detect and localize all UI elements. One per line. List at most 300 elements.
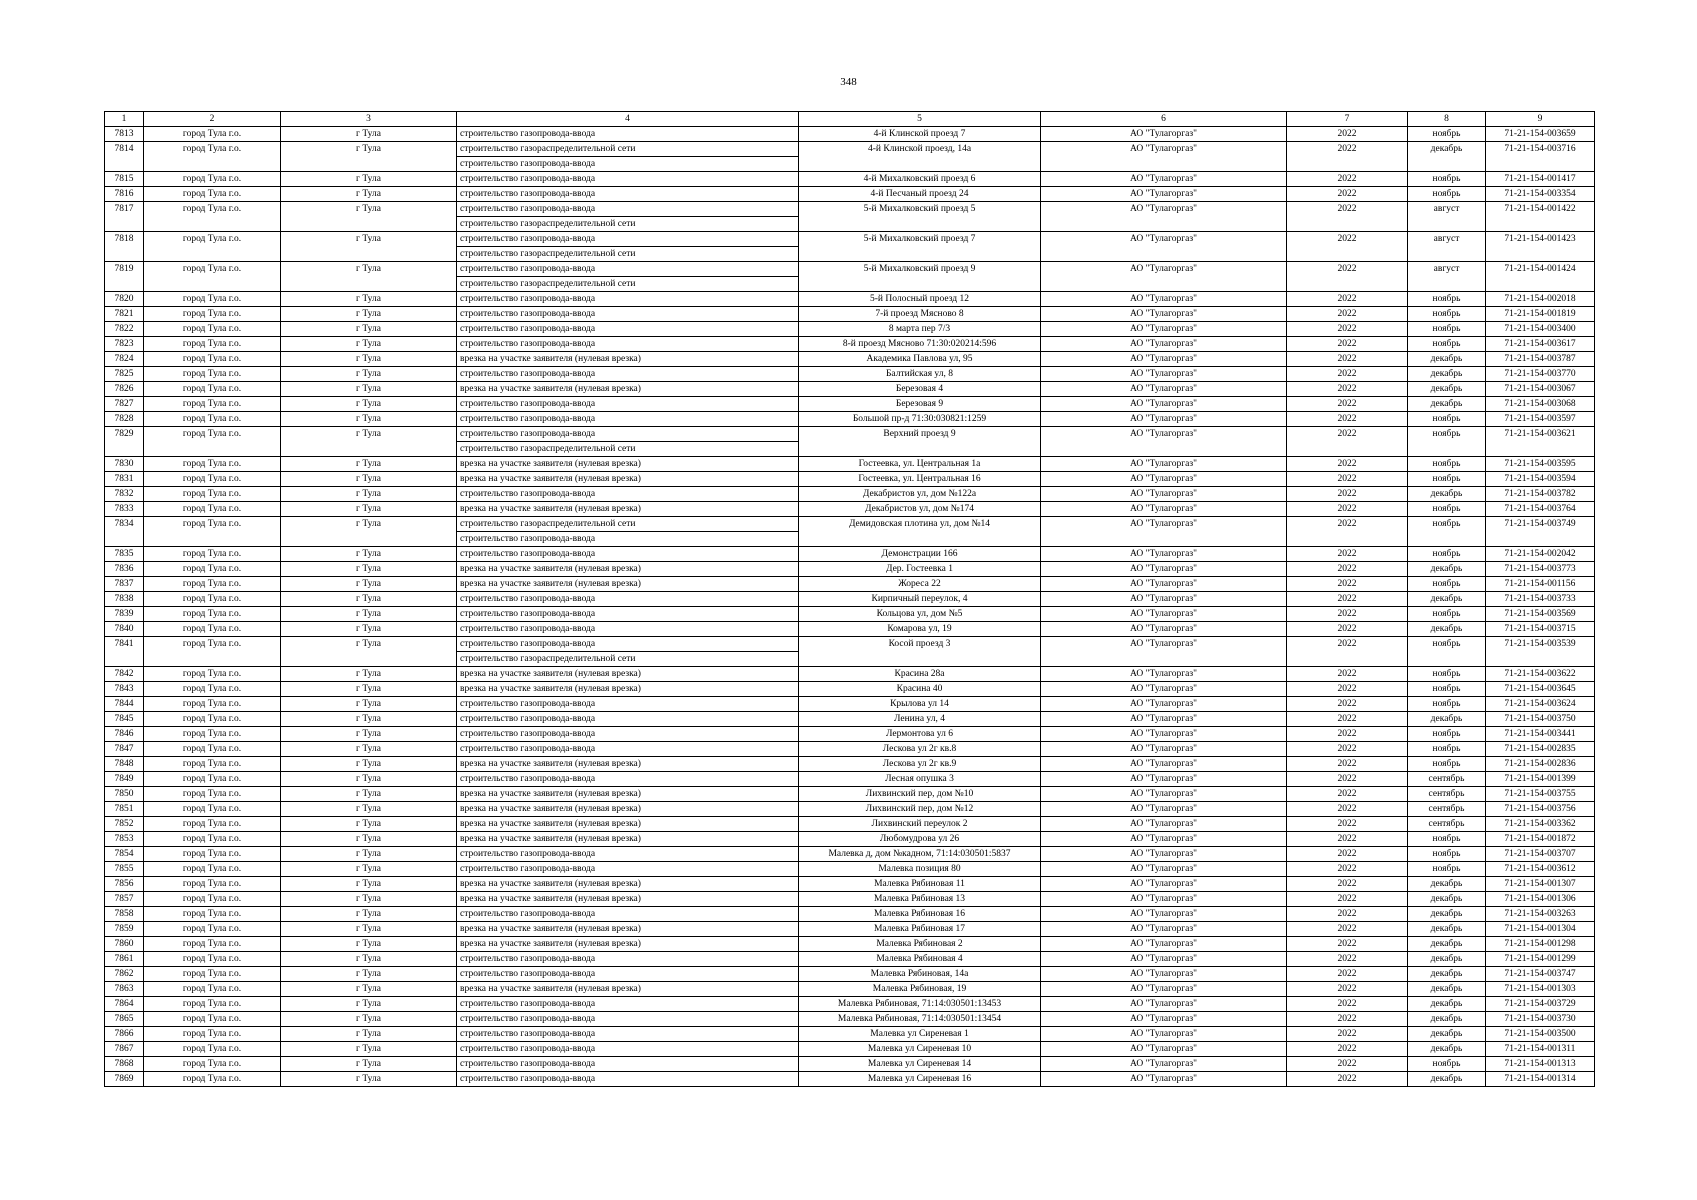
city-cell: г Тула (281, 847, 457, 862)
city-cell: г Тула (281, 802, 457, 817)
district-cell: город Тула г.о. (144, 547, 281, 562)
district-cell: город Тула г.о. (144, 142, 281, 172)
organization-cell: АО "Тулагоргаз" (1041, 757, 1287, 772)
year-cell: 2022 (1287, 757, 1408, 772)
code-cell: 71-21-154-003500 (1486, 1027, 1595, 1042)
month-cell: ноябрь (1408, 697, 1486, 712)
work-type-cell: строительство газораспределительной сети (457, 517, 799, 532)
work-type-cell: врезка на участке заявителя (нулевая врезка) (457, 682, 799, 697)
row-number-cell: 7813 (105, 127, 144, 142)
row-number-cell: 7854 (105, 847, 144, 862)
year-cell: 2022 (1287, 862, 1408, 877)
table-row (105, 1012, 1595, 1027)
table-row (105, 292, 1595, 307)
table-row (105, 607, 1595, 622)
address-cell: Большой пр-д 71:30:030821:1259 (799, 412, 1041, 427)
table-row (105, 967, 1595, 982)
city-cell: г Тула (281, 757, 457, 772)
city-cell: г Тула (281, 862, 457, 877)
code-cell: 71-21-154-001872 (1486, 832, 1595, 847)
address-cell: Декабристов ул, дом №122а (799, 487, 1041, 502)
header-cell: 5 (799, 112, 1041, 127)
code-cell: 71-21-154-003659 (1486, 127, 1595, 142)
code-cell: 71-21-154-001298 (1486, 937, 1595, 952)
row-number-cell: 7862 (105, 967, 144, 982)
organization-cell: АО "Тулагоргаз" (1041, 397, 1287, 412)
month-cell: декабрь (1408, 382, 1486, 397)
district-cell: город Тула г.о. (144, 787, 281, 802)
year-cell: 2022 (1287, 457, 1408, 472)
address-cell: Малевка ул Сиреневая 14 (799, 1057, 1041, 1072)
year-cell: 2022 (1287, 787, 1408, 802)
address-cell: 4-й Клинской проезд 7 (799, 127, 1041, 142)
city-cell: г Тула (281, 142, 457, 172)
work-type-cell: строительство газопровода-ввода (457, 712, 799, 727)
year-cell: 2022 (1287, 622, 1408, 637)
table-row (105, 487, 1595, 502)
year-cell: 2022 (1287, 547, 1408, 562)
address-cell: Ленина ул, 4 (799, 712, 1041, 727)
code-cell: 71-21-154-003730 (1486, 1012, 1595, 1027)
work-type-cell: врезка на участке заявителя (нулевая врезка) (457, 982, 799, 997)
work-type-cell: строительство газопровода-ввода (457, 1057, 799, 1072)
code-cell: 71-21-154-003716 (1486, 142, 1595, 172)
work-type-cell: врезка на участке заявителя (нулевая врезка) (457, 787, 799, 802)
work-type-cell: строительство газопровода-ввода (457, 622, 799, 637)
code-cell: 71-21-154-002836 (1486, 757, 1595, 772)
header-cell: 7 (1287, 112, 1408, 127)
organization-cell: АО "Тулагоргаз" (1041, 667, 1287, 682)
district-cell: город Тула г.о. (144, 337, 281, 352)
data-table (104, 111, 1595, 1087)
row-number-cell: 7853 (105, 832, 144, 847)
address-cell: Любомудрова ул 26 (799, 832, 1041, 847)
city-cell: г Тула (281, 547, 457, 562)
year-cell: 2022 (1287, 997, 1408, 1012)
district-cell: город Тула г.о. (144, 637, 281, 667)
month-cell: декабрь (1408, 1012, 1486, 1027)
row-number-cell: 7837 (105, 577, 144, 592)
city-cell: г Тула (281, 502, 457, 517)
city-cell: г Тула (281, 967, 457, 982)
district-cell: город Тула г.о. (144, 922, 281, 937)
table-row (105, 127, 1595, 142)
work-type-cell: строительство газопровода-ввода (457, 232, 799, 247)
table-row (105, 592, 1595, 607)
code-cell: 71-21-154-001306 (1486, 892, 1595, 907)
code-cell: 71-21-154-003773 (1486, 562, 1595, 577)
district-cell: город Тула г.о. (144, 862, 281, 877)
code-cell: 71-21-154-003756 (1486, 802, 1595, 817)
code-cell: 71-21-154-001423 (1486, 232, 1595, 262)
district-cell: город Тула г.о. (144, 682, 281, 697)
address-cell: 8 марта пер 7/3 (799, 322, 1041, 337)
code-cell: 71-21-154-001422 (1486, 202, 1595, 232)
address-cell: Малевка Рябиновая, 71:14:030501:13453 (799, 997, 1041, 1012)
organization-cell: АО "Тулагоргаз" (1041, 142, 1287, 172)
organization-cell: АО "Тулагоргаз" (1041, 712, 1287, 727)
work-type-cell: строительство газопровода-ввода (457, 307, 799, 322)
header-cell: 6 (1041, 112, 1287, 127)
work-type-cell: строительство газопровода-ввода (457, 697, 799, 712)
city-cell: г Тула (281, 787, 457, 802)
month-cell: декабрь (1408, 1042, 1486, 1057)
district-cell: город Тула г.о. (144, 592, 281, 607)
row-number-cell: 7831 (105, 472, 144, 487)
month-cell: сентябрь (1408, 772, 1486, 787)
city-cell: г Тула (281, 322, 457, 337)
table-row (105, 757, 1595, 772)
year-cell: 2022 (1287, 952, 1408, 967)
city-cell: г Тула (281, 997, 457, 1012)
work-type-cell: строительство газопровода-ввода (457, 607, 799, 622)
table-row (105, 367, 1595, 382)
month-cell: ноябрь (1408, 637, 1486, 667)
work-type-cell: строительство газопровода-ввода (457, 772, 799, 787)
code-cell: 71-21-154-002835 (1486, 742, 1595, 757)
district-cell: город Тула г.о. (144, 712, 281, 727)
code-cell: 71-21-154-003624 (1486, 697, 1595, 712)
district-cell: город Тула г.о. (144, 967, 281, 982)
city-cell: г Тула (281, 667, 457, 682)
year-cell: 2022 (1287, 487, 1408, 502)
table-row (105, 682, 1595, 697)
address-cell: Малевка Рябиновая 11 (799, 877, 1041, 892)
month-cell: декабрь (1408, 982, 1486, 997)
code-cell: 71-21-154-001424 (1486, 262, 1595, 292)
district-cell: город Тула г.о. (144, 1042, 281, 1057)
city-cell: г Тула (281, 562, 457, 577)
work-type-cell: врезка на участке заявителя (нулевая врезка) (457, 352, 799, 367)
work-type-cell: строительство газопровода-ввода (457, 1012, 799, 1027)
city-cell: г Тула (281, 457, 457, 472)
month-cell: ноябрь (1408, 127, 1486, 142)
organization-cell: АО "Тулагоргаз" (1041, 682, 1287, 697)
row-number-cell: 7869 (105, 1072, 144, 1087)
work-type-cell: строительство газораспределительной сети (457, 142, 799, 157)
year-cell: 2022 (1287, 307, 1408, 322)
table-row (105, 952, 1595, 967)
table-row (105, 787, 1595, 802)
district-cell: город Тула г.о. (144, 292, 281, 307)
row-number-cell: 7849 (105, 772, 144, 787)
code-cell: 71-21-154-003362 (1486, 817, 1595, 832)
table-row (105, 172, 1595, 187)
district-cell: город Тула г.о. (144, 172, 281, 187)
code-cell: 71-21-154-003782 (1486, 487, 1595, 502)
month-cell: ноябрь (1408, 862, 1486, 877)
work-type-cell: строительство газопровода-ввода (457, 397, 799, 412)
table-row (105, 862, 1595, 877)
code-cell: 71-21-154-001819 (1486, 307, 1595, 322)
city-cell: г Тула (281, 637, 457, 667)
city-cell: г Тула (281, 727, 457, 742)
year-cell: 2022 (1287, 802, 1408, 817)
address-cell: Демонстрации 166 (799, 547, 1041, 562)
organization-cell: АО "Тулагоргаз" (1041, 547, 1287, 562)
year-cell: 2022 (1287, 1012, 1408, 1027)
city-cell: г Тула (281, 262, 457, 292)
code-cell: 71-21-154-003354 (1486, 187, 1595, 202)
address-cell: Красина 40 (799, 682, 1041, 697)
address-cell: Лихвинский переулок 2 (799, 817, 1041, 832)
work-type-cell: строительство газопровода-ввода (457, 487, 799, 502)
table-row (105, 907, 1595, 922)
district-cell: город Тула г.о. (144, 487, 281, 502)
table-row (105, 637, 1595, 652)
district-cell: город Тула г.о. (144, 877, 281, 892)
month-cell: ноябрь (1408, 187, 1486, 202)
table-row (105, 727, 1595, 742)
address-cell: Лескова ул 2г кв.8 (799, 742, 1041, 757)
address-cell: Лермонтова ул 6 (799, 727, 1041, 742)
month-cell: декабрь (1408, 367, 1486, 382)
month-cell: декабрь (1408, 352, 1486, 367)
code-cell: 71-21-154-001314 (1486, 1072, 1595, 1087)
address-cell: Демидовская плотина ул, дом №14 (799, 517, 1041, 547)
district-cell: город Тула г.о. (144, 892, 281, 907)
month-cell: ноябрь (1408, 307, 1486, 322)
code-cell: 71-21-154-003755 (1486, 787, 1595, 802)
district-cell: город Тула г.о. (144, 232, 281, 262)
row-number-cell: 7825 (105, 367, 144, 382)
row-number-cell: 7826 (105, 382, 144, 397)
row-number-cell: 7829 (105, 427, 144, 457)
month-cell: ноябрь (1408, 1057, 1486, 1072)
row-number-cell: 7824 (105, 352, 144, 367)
address-cell: Малевка позиция 80 (799, 862, 1041, 877)
address-cell: Малевка Рябиновая 2 (799, 937, 1041, 952)
table-row (105, 622, 1595, 637)
table-row (105, 742, 1595, 757)
row-number-cell: 7841 (105, 637, 144, 667)
address-cell: Малевка Рябиновая 16 (799, 907, 1041, 922)
district-cell: город Тула г.о. (144, 667, 281, 682)
address-cell: Гостеевка, ул. Центральная 16 (799, 472, 1041, 487)
address-cell: Жореса 22 (799, 577, 1041, 592)
organization-cell: АО "Тулагоргаз" (1041, 502, 1287, 517)
organization-cell: АО "Тулагоргаз" (1041, 1027, 1287, 1042)
table-row (105, 457, 1595, 472)
month-cell: декабрь (1408, 892, 1486, 907)
year-cell: 2022 (1287, 607, 1408, 622)
district-cell: город Тула г.о. (144, 397, 281, 412)
year-cell: 2022 (1287, 1042, 1408, 1057)
year-cell: 2022 (1287, 187, 1408, 202)
work-type-cell: строительство газораспределительной сети (457, 217, 799, 232)
table-row (105, 877, 1595, 892)
organization-cell: АО "Тулагоргаз" (1041, 307, 1287, 322)
city-cell: г Тула (281, 517, 457, 547)
city-cell: г Тула (281, 607, 457, 622)
month-cell: декабрь (1408, 952, 1486, 967)
row-number-cell: 7861 (105, 952, 144, 967)
district-cell: город Тула г.о. (144, 697, 281, 712)
city-cell: г Тула (281, 232, 457, 262)
header-cell: 3 (281, 112, 457, 127)
work-type-cell: строительство газопровода-ввода (457, 337, 799, 352)
table-row (105, 307, 1595, 322)
row-number-cell: 7821 (105, 307, 144, 322)
code-cell: 71-21-154-001417 (1486, 172, 1595, 187)
district-cell: город Тула г.о. (144, 727, 281, 742)
address-cell: Лесная опушка 3 (799, 772, 1041, 787)
header-cell: 8 (1408, 112, 1486, 127)
district-cell: город Тула г.о. (144, 757, 281, 772)
work-type-cell: строительство газопровода-ввода (457, 322, 799, 337)
year-cell: 2022 (1287, 562, 1408, 577)
code-cell: 71-21-154-003715 (1486, 622, 1595, 637)
address-cell: Кирпичный переулок, 4 (799, 592, 1041, 607)
code-cell: 71-21-154-002042 (1486, 547, 1595, 562)
month-cell: ноябрь (1408, 292, 1486, 307)
table-row (105, 472, 1595, 487)
year-cell: 2022 (1287, 907, 1408, 922)
month-cell: ноябрь (1408, 427, 1486, 457)
work-type-cell: строительство газопровода-ввода (457, 202, 799, 217)
code-cell: 71-21-154-003594 (1486, 472, 1595, 487)
table-row (105, 1042, 1595, 1057)
row-number-cell: 7817 (105, 202, 144, 232)
row-number-cell: 7836 (105, 562, 144, 577)
address-cell: Дер. Гостеевка 1 (799, 562, 1041, 577)
month-cell: ноябрь (1408, 577, 1486, 592)
table-row (105, 667, 1595, 682)
month-cell: декабрь (1408, 712, 1486, 727)
table-row (105, 937, 1595, 952)
address-cell: 5-й Михалковский проезд 7 (799, 232, 1041, 262)
year-cell: 2022 (1287, 202, 1408, 232)
month-cell: ноябрь (1408, 172, 1486, 187)
address-cell: Косой проезд 3 (799, 637, 1041, 667)
row-number-cell: 7827 (105, 397, 144, 412)
month-cell: сентябрь (1408, 787, 1486, 802)
table-row (105, 577, 1595, 592)
district-cell: город Тула г.о. (144, 262, 281, 292)
work-type-cell: строительство газораспределительной сети (457, 652, 799, 667)
row-number-cell: 7828 (105, 412, 144, 427)
code-cell: 71-21-154-003617 (1486, 337, 1595, 352)
code-cell: 71-21-154-003707 (1486, 847, 1595, 862)
year-cell: 2022 (1287, 982, 1408, 997)
city-cell: г Тула (281, 1057, 457, 1072)
organization-cell: АО "Тулагоргаз" (1041, 187, 1287, 202)
address-cell: Малевка Рябиновая, 19 (799, 982, 1041, 997)
year-cell: 2022 (1287, 127, 1408, 142)
month-cell: август (1408, 202, 1486, 232)
address-cell: Малевка д, дом №кадном, 71:14:030501:5837 (799, 847, 1041, 862)
district-cell: город Тула г.о. (144, 742, 281, 757)
address-cell: Малевка ул Сиреневая 1 (799, 1027, 1041, 1042)
table-row (105, 412, 1595, 427)
address-cell: 7-й проезд Мясново 8 (799, 307, 1041, 322)
row-number-cell: 7855 (105, 862, 144, 877)
organization-cell: АО "Тулагоргаз" (1041, 517, 1287, 547)
row-number-cell: 7844 (105, 697, 144, 712)
work-type-cell: врезка на участке заявителя (нулевая врезка) (457, 922, 799, 937)
work-type-cell: строительство газопровода-ввода (457, 847, 799, 862)
district-cell: город Тула г.о. (144, 127, 281, 142)
address-cell: Березовая 9 (799, 397, 1041, 412)
organization-cell: АО "Тулагоргаз" (1041, 817, 1287, 832)
table-row (105, 352, 1595, 367)
organization-cell: АО "Тулагоргаз" (1041, 862, 1287, 877)
work-type-cell: строительство газораспределительной сети (457, 247, 799, 262)
year-cell: 2022 (1287, 502, 1408, 517)
organization-cell: АО "Тулагоргаз" (1041, 592, 1287, 607)
city-cell: г Тула (281, 187, 457, 202)
month-cell: август (1408, 262, 1486, 292)
row-number-cell: 7814 (105, 142, 144, 172)
address-cell: 4-й Михалковский проезд 6 (799, 172, 1041, 187)
work-type-cell: строительство газопровода-ввода (457, 412, 799, 427)
city-cell: г Тула (281, 952, 457, 967)
year-cell: 2022 (1287, 772, 1408, 787)
city-cell: г Тула (281, 697, 457, 712)
address-cell: 5-й Полосный проезд 12 (799, 292, 1041, 307)
address-cell: Крылова ул 14 (799, 697, 1041, 712)
work-type-cell: строительство газопровода-ввода (457, 1042, 799, 1057)
organization-cell: АО "Тулагоргаз" (1041, 292, 1287, 307)
organization-cell: АО "Тулагоргаз" (1041, 772, 1287, 787)
year-cell: 2022 (1287, 892, 1408, 907)
city-cell: г Тула (281, 832, 457, 847)
month-cell: декабрь (1408, 487, 1486, 502)
district-cell: город Тула г.о. (144, 367, 281, 382)
month-cell: декабрь (1408, 937, 1486, 952)
organization-cell: АО "Тулагоргаз" (1041, 427, 1287, 457)
district-cell: город Тула г.о. (144, 802, 281, 817)
month-cell: декабрь (1408, 1027, 1486, 1042)
organization-cell: АО "Тулагоргаз" (1041, 382, 1287, 397)
district-cell: город Тула г.о. (144, 847, 281, 862)
organization-cell: АО "Тулагоргаз" (1041, 1072, 1287, 1087)
year-cell: 2022 (1287, 727, 1408, 742)
city-cell: г Тула (281, 592, 457, 607)
district-cell: город Тула г.о. (144, 952, 281, 967)
city-cell: г Тула (281, 367, 457, 382)
district-cell: город Тула г.о. (144, 982, 281, 997)
organization-cell: АО "Тулагоргаз" (1041, 457, 1287, 472)
code-cell: 71-21-154-003733 (1486, 592, 1595, 607)
organization-cell: АО "Тулагоргаз" (1041, 412, 1287, 427)
district-cell: город Тула г.о. (144, 907, 281, 922)
month-cell: ноябрь (1408, 322, 1486, 337)
row-number-cell: 7823 (105, 337, 144, 352)
table-row (105, 397, 1595, 412)
table-row (105, 922, 1595, 937)
code-cell: 71-21-154-003729 (1486, 997, 1595, 1012)
year-cell: 2022 (1287, 817, 1408, 832)
code-cell: 71-21-154-003569 (1486, 607, 1595, 622)
work-type-cell: врезка на участке заявителя (нулевая врезка) (457, 757, 799, 772)
address-cell: Верхний проезд 9 (799, 427, 1041, 457)
row-number-cell: 7850 (105, 787, 144, 802)
table-body (105, 112, 1595, 1087)
row-number-cell: 7868 (105, 1057, 144, 1072)
organization-cell: АО "Тулагоргаз" (1041, 577, 1287, 592)
row-number-cell: 7816 (105, 187, 144, 202)
work-type-cell: строительство газопровода-ввода (457, 292, 799, 307)
address-cell: Лихвинский пер, дом №10 (799, 787, 1041, 802)
header-cell: 2 (144, 112, 281, 127)
month-cell: декабрь (1408, 142, 1486, 172)
table-row (105, 832, 1595, 847)
city-cell: г Тула (281, 682, 457, 697)
work-type-cell: строительство газопровода-ввода (457, 532, 799, 547)
address-cell: Декабристов ул, дом №174 (799, 502, 1041, 517)
month-cell: ноябрь (1408, 757, 1486, 772)
